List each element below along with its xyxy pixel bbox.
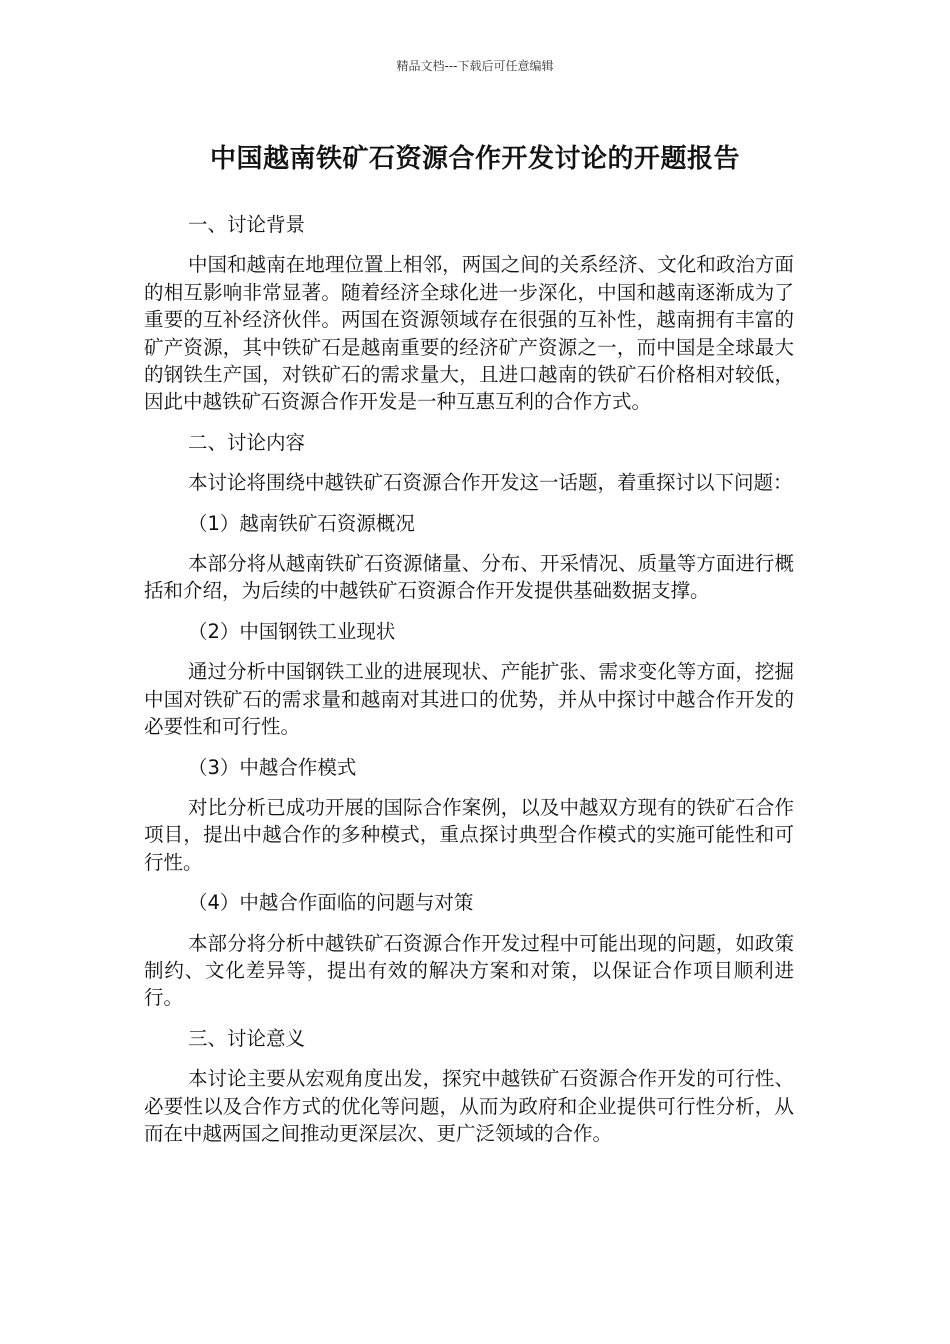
document-title: 中国越南铁矿石资源合作开发讨论的开题报告 [209,144,740,174]
section-heading-background: 一、讨论背景 [188,213,306,236]
subheading-item-1: （1）越南铁矿石资源概况 [188,511,415,535]
paragraph-background: 中国和越南在地理位置上相邻，两国之间的关系经济、文化和政治方面的相互影响非常显著。随着经济全球化进一步深化，中国和越南逐渐成为了重要的互补经济伙伴。两国在资源领域存在很强的互补性，越南拥有丰富的矿产资源，其中铁矿石是越南重要的经济矿产资源之一，而中国是全球最大的钢铁生产国，对铁矿石的需求量大，且进口越南的铁矿石价格相对较低，因此中越铁矿石资源合作开发是一种互惠互利的合作方式。 [144,253,794,414]
section-heading-content: 二、讨论内容 [188,430,306,454]
paragraph-content-intro: 本讨论将围绕中越铁矿石资源合作开发这一话题，着重探讨以下问题： [188,471,793,495]
subheading-item-2: （2）中国钢铁工业现状 [188,619,396,643]
paragraph-item-1: 本部分将从越南铁矿石资源储量、分布、开采情况、质量等方面进行概括和介绍，为后续的中越铁矿石资源合作开发提供基础数据支撑。 [144,552,794,603]
paragraph-significance: 本讨论主要从宏观角度出发，探究中越铁矿石资源合作开发的可行性、必要性以及合作方式的优化等问题，从而为政府和企业提供可行性分析，从而在中越两国之间推动更深层次、更广泛领域的合作。 [144,1067,794,1145]
paragraph-item-2: 通过分析中国钢铁工业的进展现状、产能扩张、需求变化等方面，挖掘中国对铁矿石的需求量和越南对其进口的优势，并从中探讨中越合作开发的必要性和可行性。 [144,660,794,739]
subheading-item-3: （3）中越合作模式 [188,755,357,779]
header-note: 精品文档---下载后可任意编辑 [396,59,554,73]
section-heading-significance: 三、讨论意义 [188,1026,306,1050]
subheading-item-4: （4）中越合作面临的问题与对策 [188,891,474,915]
paragraph-item-4: 本部分将分析中越铁矿石资源合作开发过程中可能出现的问题，如政策制约、文化差异等，提出有效的解决方案和对策，以保证合作项目顺利进行。 [144,931,794,1010]
document-body [144,211,794,1160]
paragraph-item-3: 对比分析已成功开展的国际合作案例，以及中越双方现有的铁矿石合作项目，提出中越合作的多种模式，重点探讨典型合作模式的实施可能性和可行性。 [144,795,794,874]
